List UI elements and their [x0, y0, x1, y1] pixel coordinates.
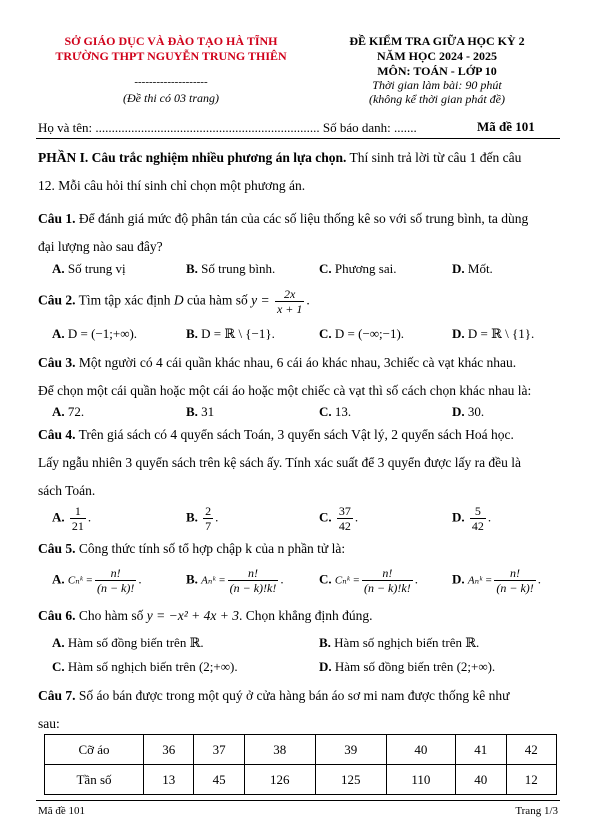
- q1-option-c[interactable]: C. Phương sai.: [319, 261, 397, 276]
- subject: MÔN: TOÁN - LỚP 10: [377, 64, 497, 78]
- name-field[interactable]: .....................................................................: [95, 120, 320, 135]
- pages-note: (Đề thi có 03 trang): [123, 91, 219, 105]
- footer-divider: [36, 800, 560, 801]
- q5-option-d[interactable]: D. Aₙᵏ = $\frac{n!}{(n - k)!}$ .: [452, 566, 542, 595]
- school-year: NĂM HỌC 2024 - 2025: [377, 49, 497, 63]
- q3-option-b[interactable]: B. 31: [186, 404, 215, 419]
- q5-option-b[interactable]: B. Aₙᵏ = $\frac{n!}{(n - k)!k!}$ .: [186, 566, 284, 595]
- sbd-field[interactable]: .......: [394, 120, 417, 135]
- header-dashes: --------------------: [134, 76, 208, 88]
- q3-option-d[interactable]: D. 30.: [452, 404, 485, 419]
- part1-title: PHẦN I. Câu trắc nghiệm nhiều phương án lựa chọn.: [38, 150, 347, 165]
- exam-code: Mã đề 101: [477, 119, 535, 134]
- table-row-size: Cỡ áo 36 37 38 39 40 41 42: [45, 735, 557, 765]
- q2-option-a[interactable]: A. D = (−1;+∞).: [52, 326, 138, 341]
- student-info-line: [38, 120, 417, 136]
- q4-option-a[interactable]: A. $\frac{1}{21}$ .: [52, 504, 92, 533]
- q1-option-d[interactable]: D. Mốt.: [452, 261, 493, 276]
- q2-option-d[interactable]: D. D = ℝ \ {1}.: [452, 326, 535, 341]
- q6-option-b[interactable]: B. Hàm số nghịch biến trên ℝ.: [319, 635, 480, 650]
- q2-option-c[interactable]: C. D = (−∞;−1).: [319, 326, 405, 341]
- q6-option-a[interactable]: A. Hàm số đồng biến trên ℝ.: [52, 635, 204, 650]
- question-2: Câu 2. Tìm tập xác định D của hàm số y = $\frac{2x}{x + 1}$ .: [38, 287, 310, 316]
- q6-option-d[interactable]: D. Hàm số đồng biến trên (2;+∞).: [319, 659, 496, 674]
- time-limit: Thời gian làm bài: 90 phút: [372, 78, 502, 92]
- q4-option-c[interactable]: C. $\frac{37}{42}$ .: [319, 504, 359, 533]
- q1-option-a[interactable]: A. Số trung vị: [52, 261, 126, 276]
- part1-instructions: PHẦN I. Câu trắc nghiệm nhiều phương án lựa chọn. Thí sinh trả lời từ câu 1 đến câu 12. Mỗi câu hỏi thí sinh chỉ chọn một phương án.: [38, 150, 522, 193]
- header-divider: [36, 138, 560, 139]
- name-label: Họ và tên:: [38, 120, 96, 135]
- q3-option-c[interactable]: C. 13.: [319, 404, 352, 419]
- exam-title: ĐỀ KIỂM TRA GIỮA HỌC KỲ 2: [349, 34, 525, 48]
- school-name: TRƯỜNG THPT NGUYỄN TRUNG THIÊN: [55, 49, 287, 63]
- table-row-frequency: Tần số 13 45 126 125 110 40 12: [45, 765, 557, 795]
- q5-option-c[interactable]: C. Cₙᵏ = $\frac{n!}{(n - k)!k!}$ .: [319, 566, 418, 595]
- question-6: Câu 6. Cho hàm số y = −x² + 4x + 3. Chọn khẳng định đúng.: [38, 608, 373, 623]
- question-7: Câu 7. Số áo bán được trong một quý ở cửa hàng bán áo sơ mi nam được thống kê như sau:: [38, 688, 510, 731]
- q6-option-c[interactable]: C. Hàm số nghịch biến trên (2;+∞).: [52, 659, 238, 674]
- footer-code: Mã đề 101: [38, 805, 86, 817]
- frequency-table: [44, 734, 557, 795]
- q1-option-b[interactable]: B. Số trung bình.: [186, 261, 276, 276]
- question-4: Câu 4. Trên giá sách có 4 quyển sách Toán, 3 quyển sách Vật lý, 2 quyển sách Hoá học. Lấy ngẫu nhiên 3 quyển sách trên kệ sách ấy. Tính xác suất để 3 quyển được lấy ra đều là sách Toán.: [38, 427, 522, 498]
- question-3: Câu 3. Một người có 4 cái quần khác nhau, 6 cái áo khác nhau, 3chiếc cà vạt khác nhau. Để chọn một cái quần hoặc một cái áo hoặc một chiếc cà vạt thì số cách chọn khác nhau là:: [38, 355, 532, 398]
- time-note: (không kể thời gian phát đề): [368, 92, 506, 106]
- sbd-label: Số báo danh:: [322, 120, 395, 135]
- page-number: Trang 1/3: [515, 805, 558, 817]
- q2-option-b[interactable]: B. D = ℝ \ {−1}.: [186, 326, 275, 341]
- question-5: Câu 5. Công thức tính số tổ hợp chập k của n phần tử là:: [38, 541, 346, 556]
- department-name: SỞ GIÁO DỤC VÀ ĐÀO TẠO HÀ TĨNH: [64, 34, 278, 48]
- question-1: Câu 1. Để đánh giá mức độ phân tán của các số liệu thống kê so với số trung bình, ta dùng đại lượng nào sau đây?: [38, 211, 529, 254]
- q4-option-d[interactable]: D. $\frac{5}{42}$ .: [452, 504, 492, 533]
- q4-option-b[interactable]: B. $\frac{2}{7}$ .: [186, 504, 219, 533]
- q5-option-a[interactable]: A. Cₙᵏ = $\frac{n!}{(n - k)!}$ .: [52, 566, 142, 595]
- q3-option-a[interactable]: A. 72.: [52, 404, 85, 419]
